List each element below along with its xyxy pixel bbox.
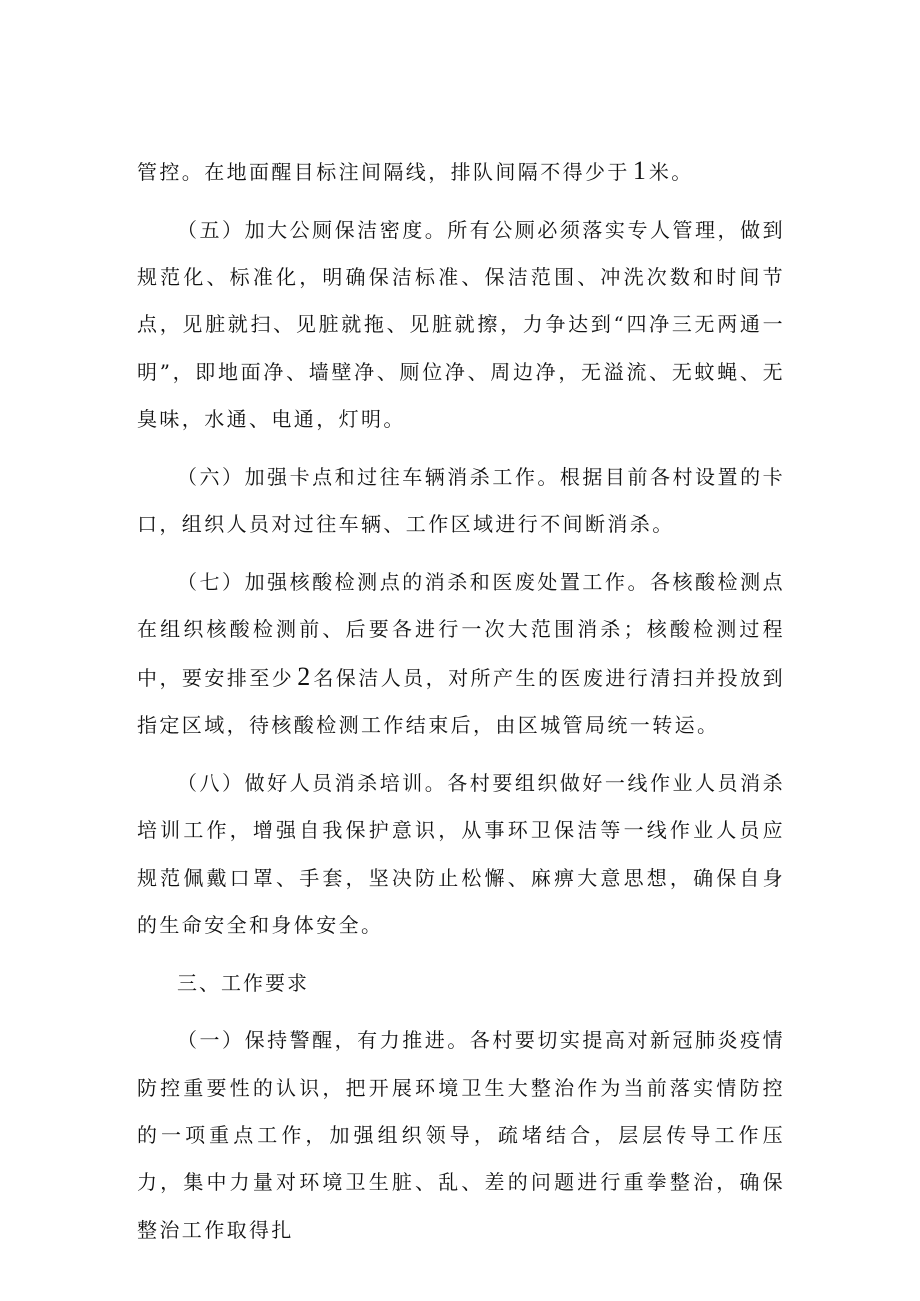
paragraph-text: 名保洁人员，对所产生的医废进行清扫并投放到指定区域，待核酸检测工作结束后，由区城管局统一转运。	[137, 666, 785, 738]
inline-number: 1	[632, 156, 646, 185]
paragraph-text: （五）加大公厕保洁密度。所有公厕必须落实专人管理，做到规范化、标准化，明确保洁标准、保洁范围、冲洗次数和时间节点，见脏就扫、见脏就拖、见脏就擦，力争达到“四净三无两通一明”，即地面净、墙壁净、厕位净、周边净，无溢流、无蚊蝇、无臭味，水通、电通，灯明。	[137, 217, 785, 431]
paragraph-text: 管控。在地面醒目标注间隔线，排队间隔不得少于	[137, 160, 630, 184]
paragraph	[137, 454, 785, 549]
paragraph	[137, 1017, 785, 1253]
section-heading	[137, 960, 785, 1007]
document-body	[137, 147, 785, 1264]
paragraph	[137, 760, 785, 949]
paragraph-text: （一）保持警醒，有力推进。各村要切实提高对新冠肺炎疫情防控重要性的认识，把开展环境卫生大整治作为当前落实情防控的一项重点工作，加强组织领导，疏堵结合，层层传导工作压力，集中力量对环境卫生脏、乱、差的问题进行重拳整治，确保整治工作取得扎	[137, 1028, 785, 1242]
paragraph	[137, 147, 785, 196]
paragraph-text: （八）做好人员消杀培训。各村要组织做好一线作业人员消杀培训工作，增强自我保护意识，从事环卫保洁等一线作业人员应规范佩戴口罩、手套，坚决防止松懈、麻痹大意思想，确保自身的生命安全和身体安全。	[137, 771, 785, 938]
paragraph-text: （七）加强核酸检测点的消杀和医废处置工作。各核酸检测点在组织核酸检测前、后要各进行一次大范围消杀；核酸检测过程中，要安排至少	[137, 569, 785, 691]
inline-number: 2	[297, 662, 311, 692]
paragraph	[137, 207, 785, 443]
paragraph-text: 三、工作要求	[177, 970, 309, 995]
paragraph-text: （六）加强卡点和过往车辆消杀工作。根据目前各村设置的卡口，组织人员对过往车辆、工作区域进行不间断消杀。	[137, 464, 785, 536]
paragraph	[137, 559, 785, 750]
paragraph-text: 米。	[648, 160, 694, 184]
